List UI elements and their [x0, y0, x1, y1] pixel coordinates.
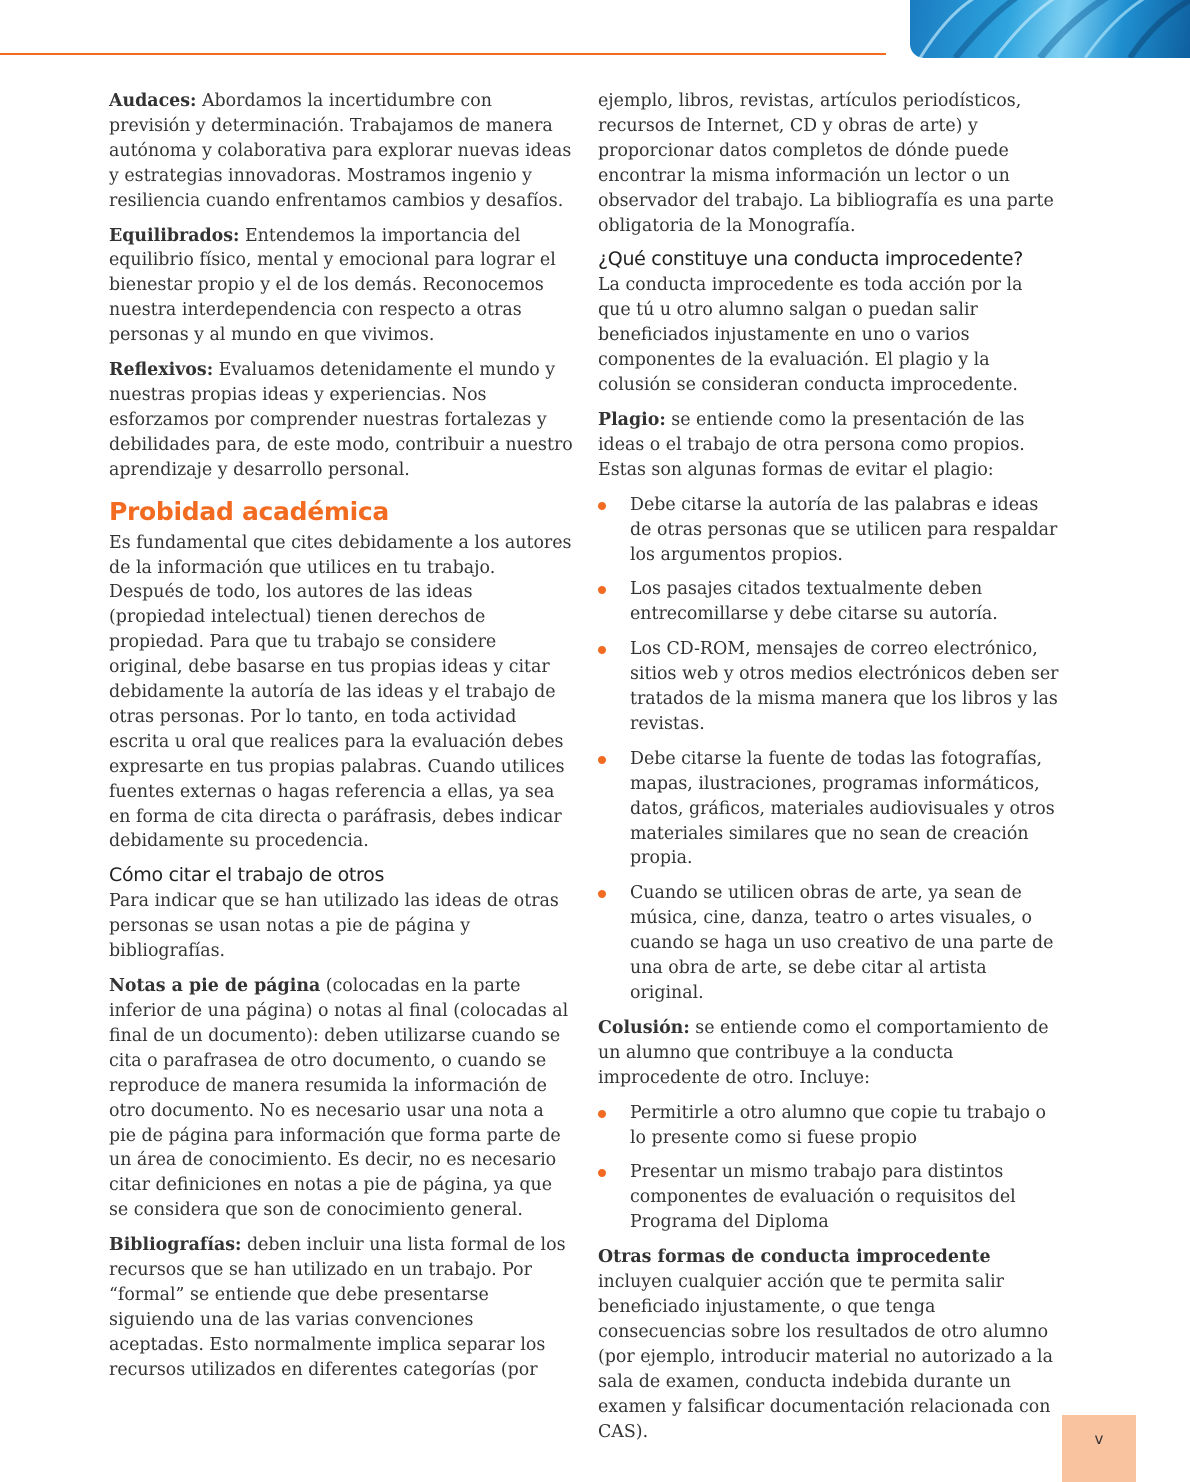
colusion-paragraph	[598, 1016, 1060, 1091]
colusion-text: se entiende como el comportamiento de un alumno que contribuye a la conducta improcedente de otro. Incluye:	[598, 1017, 1049, 1088]
profile-equilibrados	[109, 224, 573, 349]
intro-paragraph: Es fundamental que cites debidamente a los autores de la información que utilices en tu trabajo. Después de todo, los autores de las ideas (propiedad intelectual) tienen derechos de propiedad. Para que tu trabajo se considere original, debe basarse en tus propias ideas y citar debidamente la autoría de las ideas y el trabajo de otras personas. Por lo tanto, en toda actividad escrita u oral que realices para la evaluación debes expresarte en tus propias palabras. Cuando utilices fuentes externas o hagas referencia a ellas, ya sea en forma de cita directa o paráfrasis, debes indicar debidamente su procedencia.	[109, 532, 572, 852]
section-title: Probidad académica	[109, 496, 389, 526]
subheading-conducta: ¿Qué constituye una conducta improcedente?	[598, 248, 1023, 271]
term-reflexivos: Reflexivos:	[109, 360, 214, 381]
right-column	[598, 89, 1060, 1454]
list-item	[598, 1160, 1060, 1235]
page-number: v	[1062, 1415, 1136, 1482]
equilibrados-text: Entendemos la importancia del equilibrio físico, mental y emocional para lograr el bienestar propio y el de los demás. Reconocemos nuestra interdependencia con respecto a otras personas y al mundo en que vivimos.	[109, 225, 556, 346]
profile-audaces	[109, 89, 573, 214]
term-notas: Notas a pie de página	[109, 976, 321, 997]
notas-text: (colocadas en la parte inferior de una página) o notas al final (colocadas al final de un documento): deben utilizarse cuando se cita o parafrasea de otro documento, o cuando se reproduce de manera resumida la información de otro documento. No es necesario usar una nota a pie de página para información que forma parte de un área de conocimiento. Es decir, no es necesario citar definiciones en notas a pie de página, ya que se considera que son de conocimiento general.	[109, 976, 569, 1221]
bullet-icon	[598, 586, 606, 594]
plagio-text: se entiende como la presentación de las ideas o el trabajo de otra persona como propios. Estas son algunas formas de evitar el plagio:	[598, 409, 1025, 480]
list-item-text: Presentar un mismo trabajo para distintos componentes de evaluación o requisitos del Programa del Diploma	[630, 1162, 1016, 1233]
otras-text: incluyen cualquier acción que te permita salir beneficiado injustamente, o que tenga consecuencias sobre los resultados de otro alumno (por ejemplo, introducir material no autorizado a la sala de examen, conducta indebida durante un examen y falsificar documentación relacionada con CAS).	[598, 1272, 1053, 1442]
profile-reflexivos	[109, 358, 573, 483]
list-item-text: Debe citarse la fuente de todas las fotografías, mapas, ilustraciones, programas informáticos, datos, gráficos, materiales audiovisuales y otros materiales similares que no sean de creación propia.	[630, 748, 1055, 869]
citar-paragraph: Para indicar que se han utilizado las ideas de otras personas se usan notas a pie de página y bibliografías.	[109, 891, 559, 962]
list-item-text: Permitirle a otro alumno que copie tu trabajo o lo presente como si fuese propio	[630, 1102, 1046, 1148]
subheading-citar: Cómo citar el trabajo de otros	[109, 864, 385, 887]
left-column	[109, 89, 573, 1393]
plagio-list	[598, 493, 1060, 1006]
term-audaces: Audaces:	[109, 91, 197, 111]
list-item	[598, 577, 1060, 627]
list-item	[598, 1101, 1060, 1151]
list-item-text: Debe citarse la autoría de las palabras e ideas de otras personas que se utilicen para respaldar los argumentos propios.	[630, 494, 1058, 565]
bullet-icon	[598, 646, 606, 654]
list-item-text: Los pasajes citados textualmente deben entrecomillarse y debe citarse su autoría.	[630, 579, 998, 625]
list-item-text: Cuando se utilicen obras de arte, ya sean de música, cine, danza, teatro o artes visuales, o cuando se haga un uso creativo de una parte de una obra de arte, se debe citar al artista original.	[630, 883, 1054, 1003]
plagio-paragraph	[598, 408, 1060, 483]
feather-header-image	[910, 0, 1190, 58]
bullet-icon	[598, 890, 606, 898]
list-item	[598, 637, 1060, 737]
colusion-list	[598, 1101, 1060, 1236]
bibliografias-paragraph	[109, 1233, 573, 1382]
bullet-icon	[598, 1169, 606, 1177]
reflexivos-text: Evaluamos detenidamente el mundo y nuestras propias ideas y experiencias. Nos esforzamos por comprender nuestras fortalezas y debilidades para, de este modo, contribuir a nuestro aprendizaje y desarrollo personal.	[109, 360, 573, 480]
list-item-text: Los CD-ROM, mensajes de correo electrónico, sitios web y otros medios electrónicos deben ser tratados de la misma manera que los libros y las revistas.	[630, 639, 1059, 734]
bullet-icon	[598, 1110, 606, 1118]
otras-paragraph	[598, 1245, 1060, 1444]
term-bibliografias: Bibliografías:	[109, 1235, 242, 1256]
term-colusion: Colusión:	[598, 1017, 690, 1038]
conducta-paragraph: La conducta improcedente es toda acción por la que tú u otro alumno salgan o puedan salir beneficiados injustamente en uno o varios componentes de la evaluación. El plagio y la colusión se consideran conducta improcedente.	[598, 275, 1023, 396]
list-item	[598, 747, 1060, 872]
list-item	[598, 881, 1060, 1006]
notas-paragraph	[109, 974, 573, 1223]
term-otras: Otras formas de conducta improcedente	[598, 1247, 991, 1268]
continuation-paragraph: ejemplo, libros, revistas, artículos periodísticos, recursos de Internet, CD y obras de arte) y proporcionar datos completos de dónde puede encontrar la misma información un lector o un observador del trabajo. La bibliografía es una parte obligatoria de la Monografía.	[598, 91, 1054, 236]
bullet-icon	[598, 756, 606, 764]
bibliografias-text: deben incluir una lista formal de los recursos que se han utilizado en un trabajo. Por “formal” se entiende que debe presentarse siguiendo una de las varias convenciones aceptadas. Esto normalmente implica separar los recursos utilizados en diferentes categorías (por	[109, 1235, 566, 1380]
term-plagio: Plagio:	[598, 409, 666, 430]
bullet-icon	[598, 502, 606, 510]
term-equilibrados: Equilibrados:	[109, 225, 240, 246]
header-rule	[0, 53, 886, 55]
audaces-text: Abordamos la incertidumbre con previsión y determinación. Trabajamos de manera autónoma y colaborativa para explorar nuevas ideas y estrategias innovadoras. Mostramos ingenio y resiliencia cuando enfrentamos cambios y desafíos.	[109, 91, 572, 211]
list-item	[598, 493, 1060, 568]
